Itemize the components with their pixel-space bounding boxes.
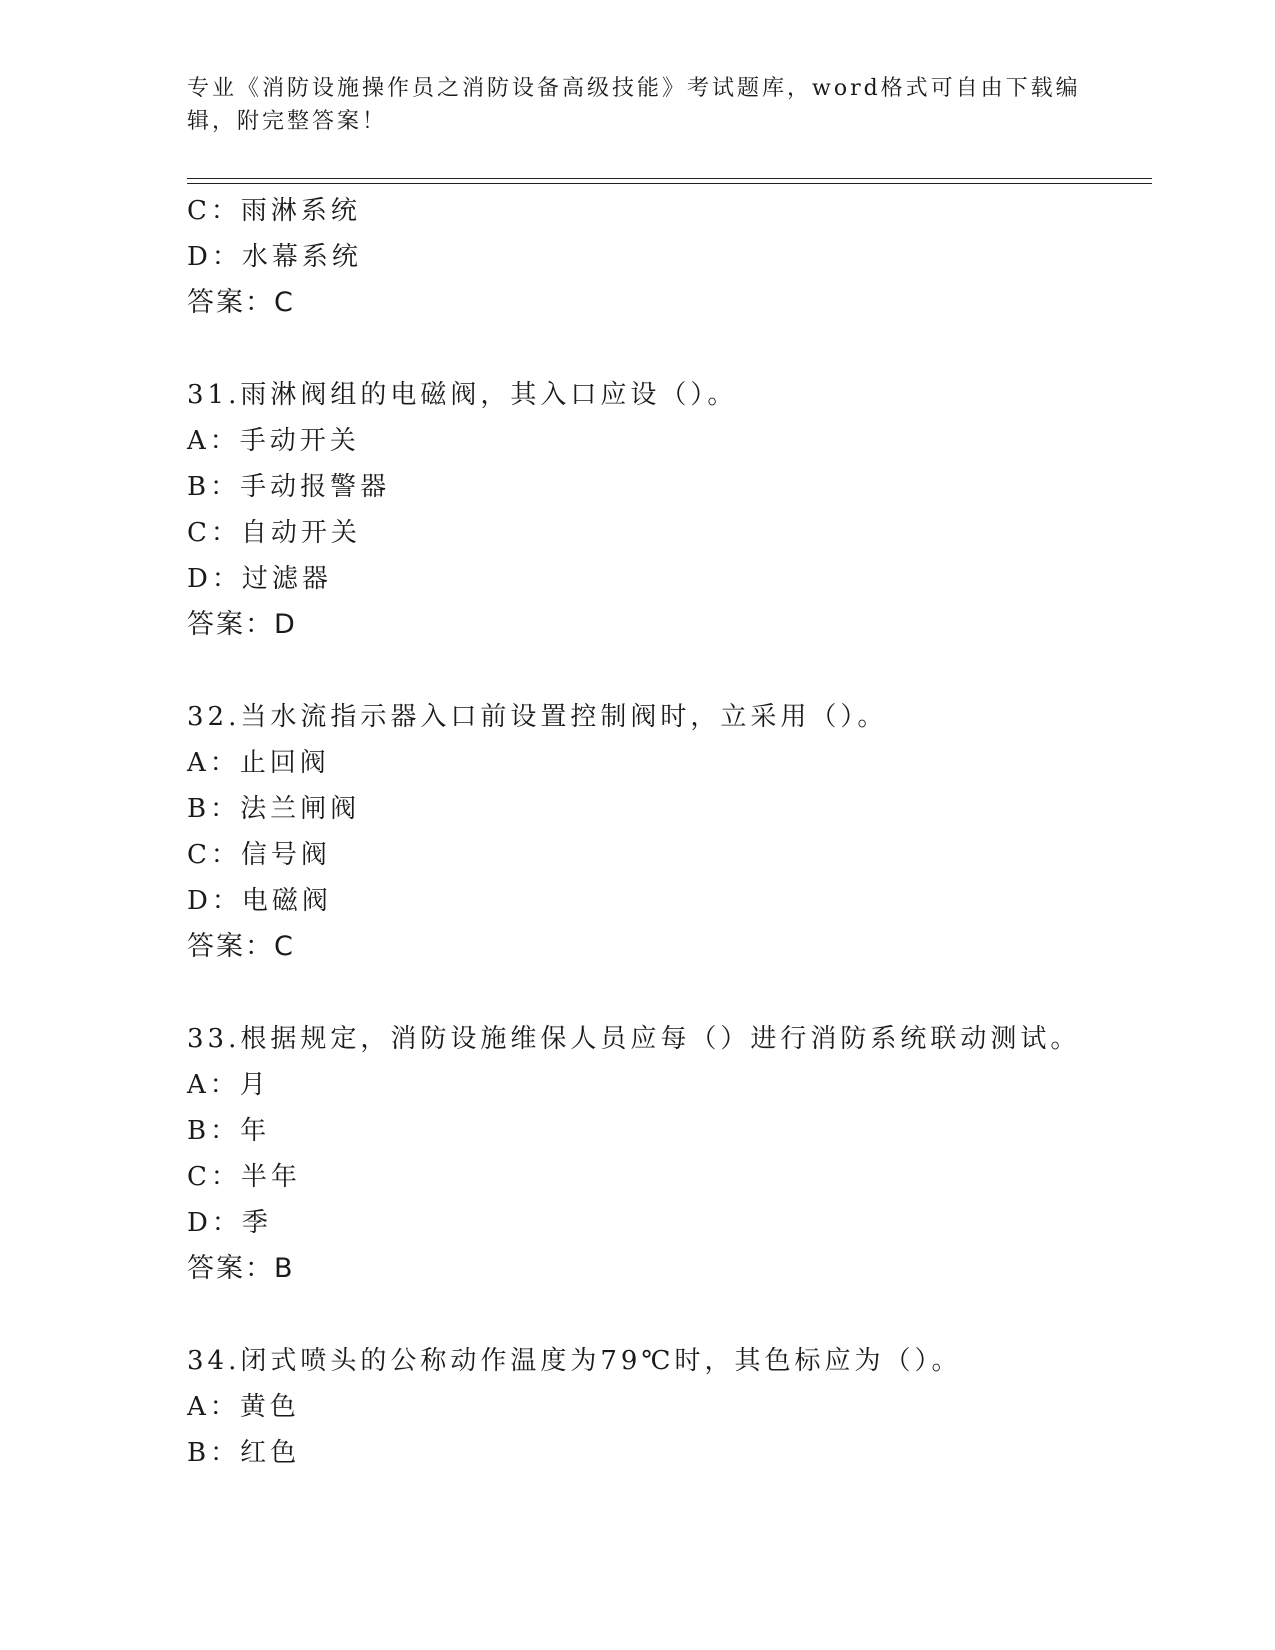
answer-line: 答案：C — [187, 931, 295, 962]
question-stem: 32.当水流指示器入口前设置控制阀时，立采用（）。 — [187, 702, 888, 732]
option-a: A：黄色 — [187, 1392, 300, 1422]
option-a: A：止回阀 — [187, 748, 330, 778]
option-c: C：半年 — [187, 1162, 301, 1192]
question-list — [187, 188, 1152, 1476]
option-b: B：红色 — [187, 1438, 301, 1468]
answer-line: 答案：C — [187, 287, 295, 318]
carryover-question — [187, 188, 1152, 326]
option-d: D：季 — [187, 1208, 272, 1238]
answer-line: 答案：D — [187, 609, 297, 640]
answer-line: 答案：B — [187, 1253, 295, 1284]
header-divider — [187, 178, 1152, 184]
option-c: C：自动开关 — [187, 518, 361, 548]
option-a: A：月 — [187, 1070, 270, 1100]
question-32 — [187, 694, 1152, 970]
question-stem: 31.雨淋阀组的电磁阀，其入口应设（）。 — [187, 380, 738, 410]
option-d: D：电磁阀 — [187, 886, 332, 916]
option-b: B：法兰闸阀 — [187, 794, 361, 824]
option-c: C：雨淋系统 — [187, 196, 361, 226]
option-d: D：水幕系统 — [187, 242, 362, 272]
question-34 — [187, 1338, 1152, 1476]
option-a: A：手动开关 — [187, 426, 360, 456]
option-b: B：手动报警器 — [187, 472, 391, 502]
question-stem: 34.闭式喷头的公称动作温度为79℃时，其色标应为（）。 — [187, 1346, 962, 1376]
spacer — [187, 1292, 1152, 1338]
option-c: C：信号阀 — [187, 840, 331, 870]
option-d: D：过滤器 — [187, 564, 332, 594]
spacer — [187, 648, 1152, 694]
spacer — [187, 970, 1152, 1016]
question-stem: 33.根据规定，消防设施维保人员应每（）进行消防系统联动测试。 — [187, 1024, 1081, 1054]
question-31 — [187, 372, 1152, 648]
document-header: 专业《消防设施操作员之消防设备高级技能》考试题库，word格式可自由下载编辑，附完整答案！ — [187, 76, 1081, 134]
spacer — [187, 326, 1152, 372]
option-b: B：年 — [187, 1116, 271, 1146]
question-33 — [187, 1016, 1152, 1292]
